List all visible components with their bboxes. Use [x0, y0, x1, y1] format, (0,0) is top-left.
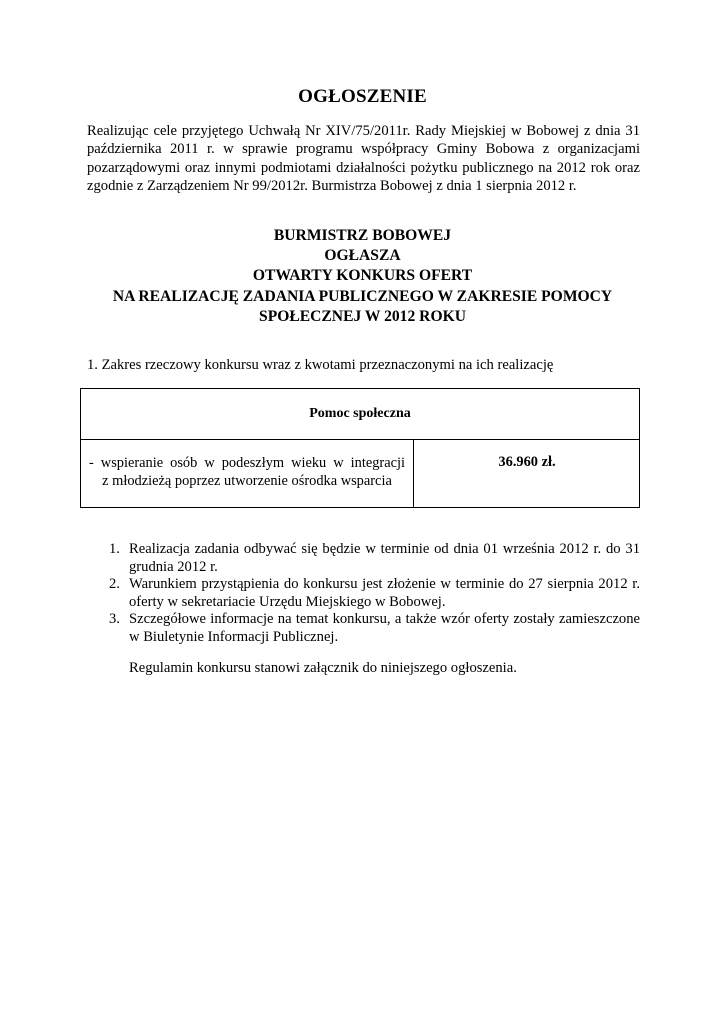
list-item-text: Szczegółowe informacje na temat konkursu, a także wzór oferty zostały zamieszczone w Biuletynie Informacji Publicznej. — [129, 611, 640, 645]
list-item-number: 1. — [109, 541, 120, 557]
heading-line-3: OTWARTY KONKURS OFERT — [252, 267, 473, 285]
heading-line-4: NA REALIZACJĘ ZADANIA PUBLICZNEGO W ZAKRESIE POMOCY — [112, 287, 613, 305]
task-line-2: z młodzieżą poprzez utworzenie ośrodka wsparcia — [102, 473, 392, 489]
table-task-cell — [81, 440, 414, 507]
list-item — [87, 611, 640, 646]
conditions-list — [87, 541, 640, 647]
table-amount-cell: 36.960 zł. — [498, 454, 556, 470]
list-item-number: 2. — [109, 576, 120, 593]
heading-line-5: SPOŁECZNEJ W 2012 ROKU — [259, 307, 466, 325]
scope-line: 1. Zakres rzeczowy konkursu wraz z kwotami przeznaczonymi na ich realizację — [87, 357, 554, 373]
intro-paragraph: Realizując cele przyjętego Uchwałą Nr XIV/75/2011r. Rady Miejskiej w Bobowej z dnia 31 października 2011 r. w sprawie programu współpracy Gminy Bobowa z organizacjami pozarządowymi oraz innymi podmiotami działalności pożytku publicznego na 2012 rok oraz zgodnie z Zarządzeniem Nr 99/2012r. Burmistrza Bobowej z dnia 1 sierpnia 2012 r. — [87, 123, 640, 194]
footer-note: Regulamin konkursu stanowi załącznik do niniejszego ogłoszenia. — [129, 660, 517, 676]
document-title: OGŁOSZENIE — [298, 86, 427, 107]
table-header: Pomoc społeczna — [81, 389, 639, 440]
list-item-text: Warunkiem przystąpienia do konkursu jest złożenie w terminie do 27 sierpnia 2012 r. oferty w sekretariacie Urzędu Miejskiego w Bobowej. — [129, 576, 640, 610]
heading-line-2: OGŁASZA — [324, 247, 401, 265]
scope-table — [80, 388, 640, 508]
heading-line-1: BURMISTRZ BOBOWEJ — [273, 227, 452, 244]
list-item — [87, 576, 640, 611]
task-line-1: - wspieranie osób w podeszłym wieku w integracji — [89, 455, 405, 471]
list-item — [87, 541, 640, 576]
list-item-text: Realizacja zadania odbywać się będzie w terminie od dnia 01 września 2012 r. do 31 grudnia 2012 r. — [129, 541, 640, 575]
announcement-heading — [60, 226, 665, 327]
list-item-number: 3. — [109, 611, 120, 628]
